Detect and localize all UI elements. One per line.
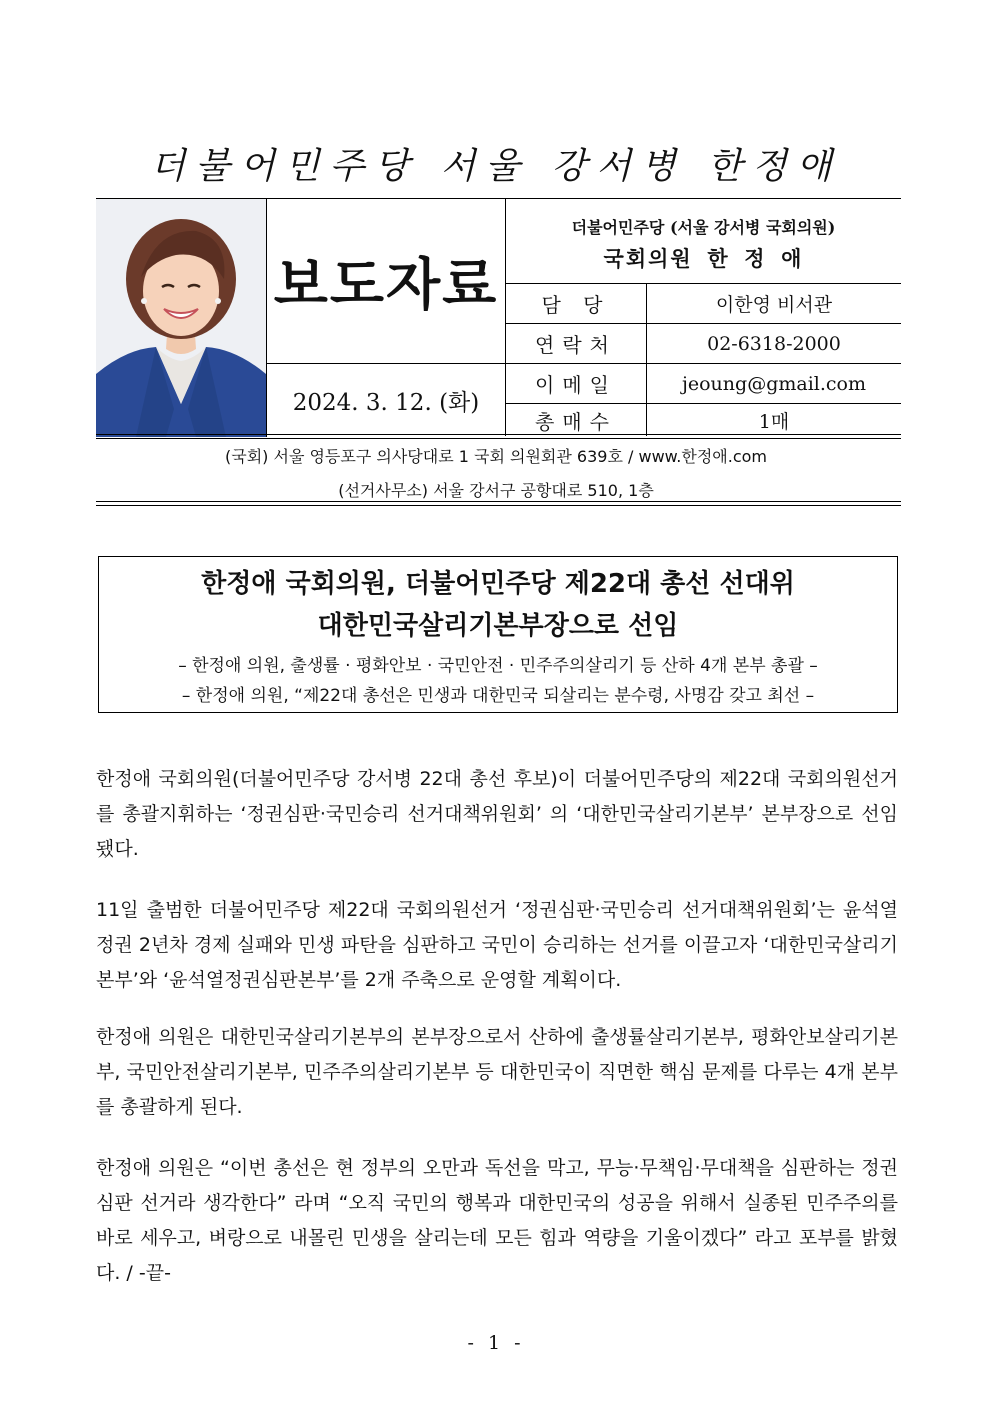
headline-title-line1: 한정애 국회의원, 더불어민주당 제22대 총선 선대위 — [201, 569, 795, 599]
headline-title-line2: 대한민국살리기본부장으로 선임 — [317, 611, 679, 641]
member-name: 국회의원 한 정 애 — [603, 247, 804, 271]
headline-box — [98, 556, 898, 713]
organization-box — [506, 199, 901, 284]
contact-label: 이메일 — [506, 364, 647, 403]
body-paragraph-1: 한정애 국회의원(더불어민주당 강서병 22대 총선 후보)이 더불어민주당의 제22대 국회의원선거를 총괄지휘하는 ‘정권심판·국민승리 선거대책위원회’ 의 ‘대한민국살리기본부’ 본부장으로 선임됐다. — [96, 768, 898, 860]
divider — [96, 505, 901, 506]
contact-label: 담 당 — [506, 284, 647, 323]
divider — [96, 434, 901, 435]
contact-label: 총매수 — [506, 404, 647, 436]
portrait-photo — [96, 199, 267, 437]
campaign-office-address: (선거사무소) 서울 강서구 공항대로 510, 1층 — [338, 481, 654, 500]
headline-subtitle-2: – 한정애 의원, “제22대 총선은 민생과 대한민국 되살리는 분수령, 사명감 갖고 최선 – — [181, 686, 815, 706]
divider — [96, 438, 901, 439]
contact-value: 02-6318-2000 — [707, 332, 841, 355]
portrait-image — [96, 199, 266, 437]
body-paragraph-3: 한정애 의원은 대한민국살리기본부의 본부장으로서 산하에 출생률살리기본부, 평화안보살리기본부, 국민안전살리기본부, 민주주의살리기본부 등 대한민국이 직면한 핵심 문제를 다루는 4개 본부를 총괄하게 된다. — [96, 1026, 898, 1118]
divider — [96, 501, 901, 502]
office-address: (국회) 서울 영등포구 의사당대로 1 국회 의원회관 639호 / www.한정애.com — [225, 447, 767, 466]
contact-row-manager — [506, 284, 901, 324]
contact-row-email — [506, 364, 901, 404]
contact-row-pages — [506, 404, 901, 436]
body-paragraph-4: 한정애 의원은 “이번 총선은 현 정부의 오만과 독선을 막고, 무능·무책임·무대책을 심판하는 정권심판 선거라 생각한다” 라며 “오직 국민의 행복과 대한민국의 성공을 위해서 실종된 민주주의를 바로 세우고, 벼랑으로 내몰린 민생을 살리는데 모든 힘과 역량을 기울이겠다” 라고 포부를 밝혔다. / -끝- — [96, 1157, 898, 1284]
press-header — [96, 198, 901, 439]
press-release-title: 보도자료 — [267, 199, 506, 364]
contact-value: jeoung@gmail.com — [681, 372, 866, 395]
contact-table — [506, 284, 901, 436]
organization-name: 더불어민주당 (서울 강서병 국회의원) — [571, 218, 836, 237]
page-number: - 1 - — [467, 1332, 525, 1354]
contact-value: 1매 — [758, 410, 790, 433]
body-paragraph-2: 11일 출범한 더불어민주당 제22대 국회의원선거 ‘정권심판·국민승리 선거대책위원회’는 윤석열 정권 2년차 경제 실패와 민생 파탄을 심판하고 국민이 승리하는 선거를 이끌고자 ‘대한민국살리기본부’와 ‘윤석열정권심판본부’를 2개 주축으로 운영할 계획이다. — [96, 899, 898, 991]
contact-label: 연락처 — [506, 324, 647, 363]
release-date: 2024. 3. 12. (화) — [267, 364, 506, 436]
contact-row-phone — [506, 324, 901, 364]
party-banner: 더불어민주당 서울 강서병 한정애 — [150, 146, 842, 187]
headline-subtitle-1: – 한정애 의원, 출생률 · 평화안보 · 국민안전 · 민주주의살리기 등 산하 4개 본부 총괄 – — [178, 656, 818, 676]
contact-value: 이한영 비서관 — [715, 294, 833, 316]
